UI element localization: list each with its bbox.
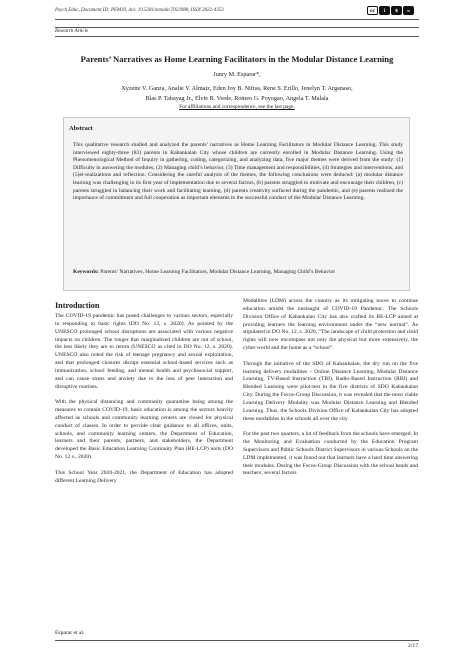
header-rule [55, 19, 419, 20]
page-number: 2/17 [408, 643, 418, 649]
paragraph: For the past two quarters, a lot of feedback from the schools have emerged. In the Monitoring and Evaluation conducted by the Education Program Supervisors and Public Schools District Supervisors in various Schools on the LDM implemented, it was found out that learners have a hard time answering their modules. During the Focus-Group Discussion with the school heads and teachers, several factors [243, 431, 418, 477]
left-column [55, 313, 233, 493]
paragraph: The COVID-19 pandemic has posed challenges to various sectors, especially in responding to basic rights (DO No. 12, s. 2020). As pointed by the UNESCO prolonged school disruptions are associated with various negative impacts on children. The longer that marginalized children are out of school, the less likely they are to return (UNESCO as cited in DO No. 12, s. 2020). UNESCO also noted the risk of teenage pregnancy and sexual exploitation, and that prolonged closures disrupt essential school-based services such as immunization, school feeding, and mental health and psychosocial support, and can cause stress and anxiety due to the loss of peer interaction and disruptive routines. [55, 313, 233, 390]
cc-license-badge[interactable] [367, 6, 414, 15]
abstract-heading: Abstract [69, 125, 93, 132]
running-author: Esparar et al. [55, 630, 85, 636]
keywords-list: Parents’ Narratives, Home Learning Facilitators, Modular Distance Learning, Managing Child’s Behavior [100, 269, 336, 275]
author-list-line-2: Blas P. Tabayag Jr., Elvie R. Verde, Romeo G. Poyogao, Angela T. Malala [145, 95, 329, 102]
noncommercial-icon: $ [391, 6, 402, 15]
abstract-text: This qualitative research studied and analyzed the parents’ narratives as Home Learning Facilitators in Modular Distance Learning. This study interviewed eighty-three (83) parents in Kabankalan City whose children are currently enrolled in Modular Distance Learning. Using the Phenomenological Method of Inquiry in gathering, coding, categorizing, and analyzing data, five major themes were derived from the study: (1) Difficulty in answering the modules, (2) Managing child’s behavior, (3) Time management and responsibilities, (4) Strategies and interventions, and (5)el-realizations and reflection. Considering the careful analysis of the themes, the following conclusions were deduced: (a) modular distance learning was challenging in its first year of implementation due to several factors, (b) parents struggled to motivate and encourage their children, (c) parents struggled in balancing their work and facilitating learning, (d) parents creativity surfaced during the pandemic, and (e) parents realized the importance of commitment and full cooperation as important elements in the successful conduct of the Modular Distance Learning. [73, 142, 403, 202]
keywords-label: Keywords: [73, 269, 99, 275]
header-rule-3 [55, 36, 419, 37]
author-list-line-1: Xyzette V. Ganza, Analie V. Almaiz, Eden Joy B. Nifras, Rene S. Erillo, Jenelyn T. Arganaso, [121, 85, 353, 92]
header-rule-2 [55, 27, 419, 28]
section-heading-introduction: Introduction [55, 301, 100, 310]
paragraph: With the physical distancing and community quarantine being among the measures to contain COVID-19, basic education is among the sectors heavily affected as schools and community learning centers are closed for physical conduct of classes. In order to provide clear guidance to all offices, units, schools, and community learning centers, the Department of Education, learners and their parents, partners, and stakeholders, the Department developed the Basic Education Learning Continuity Plan (BE-LCP) units (DO No. 12 s., 2020). [55, 399, 233, 461]
footer-rule [55, 640, 419, 641]
paragraph: Modalities (LDM) across the country as its mitigating move to continue education amidst the onslaught of COVID-19 Pandemic. The Schools Division Office of Kabankalan City has also crafted its BE-LCP aimed at providing learners the learning environment under the “new normal”. As stipulated in DO No. 12, s. 2020, “The landscape of child protection and child rights will now encompass not only the physical but more extensively, the cyber world and the home as a “school”. [243, 298, 418, 352]
paper-title: Parents’ Narratives as Home Learning Facilitators in the Modular Distance Learning [80, 54, 394, 64]
noderivatives-icon: = [403, 6, 414, 15]
paragraph: Through the initiative of the SDO of Kabankalan, the dry run on the five learning delivery modalities – Online Distance Learning, Modular Distance Learning, TV-Based Instruction (TBI), Radio-Based Instruction (RBI) and Blended Learning were pilot-test in the five districts of SDO Kabankalan City. During the Focus-Group Discussion, it was revealed that the most viable Learning Delivery Modality was Modular Distance Learning and Blended Learning. Thus, the Schools Division Office of Kabankalan City has adopted these modalities in the schools all over the city. [243, 360, 418, 422]
corresponding-author: Junry M. Esparar*, [213, 71, 261, 78]
affiliation-link[interactable]: For affiliations and correspondence, see the last page. [179, 104, 295, 110]
journal-header-line: Psych Educ, Document ID: PEMJ0, doi: 10.5281/zenodo.7023980, ISSN 2822-4353 [55, 8, 224, 13]
right-column [243, 298, 418, 486]
paragraph: This School Year 2020-2021, the Department of Education has adopted different Learning Delivery [55, 469, 233, 484]
keywords [73, 268, 403, 276]
cc-icon: cc [367, 6, 378, 15]
attribution-icon: i [379, 6, 390, 15]
article-type-label: Research Article [55, 29, 89, 34]
